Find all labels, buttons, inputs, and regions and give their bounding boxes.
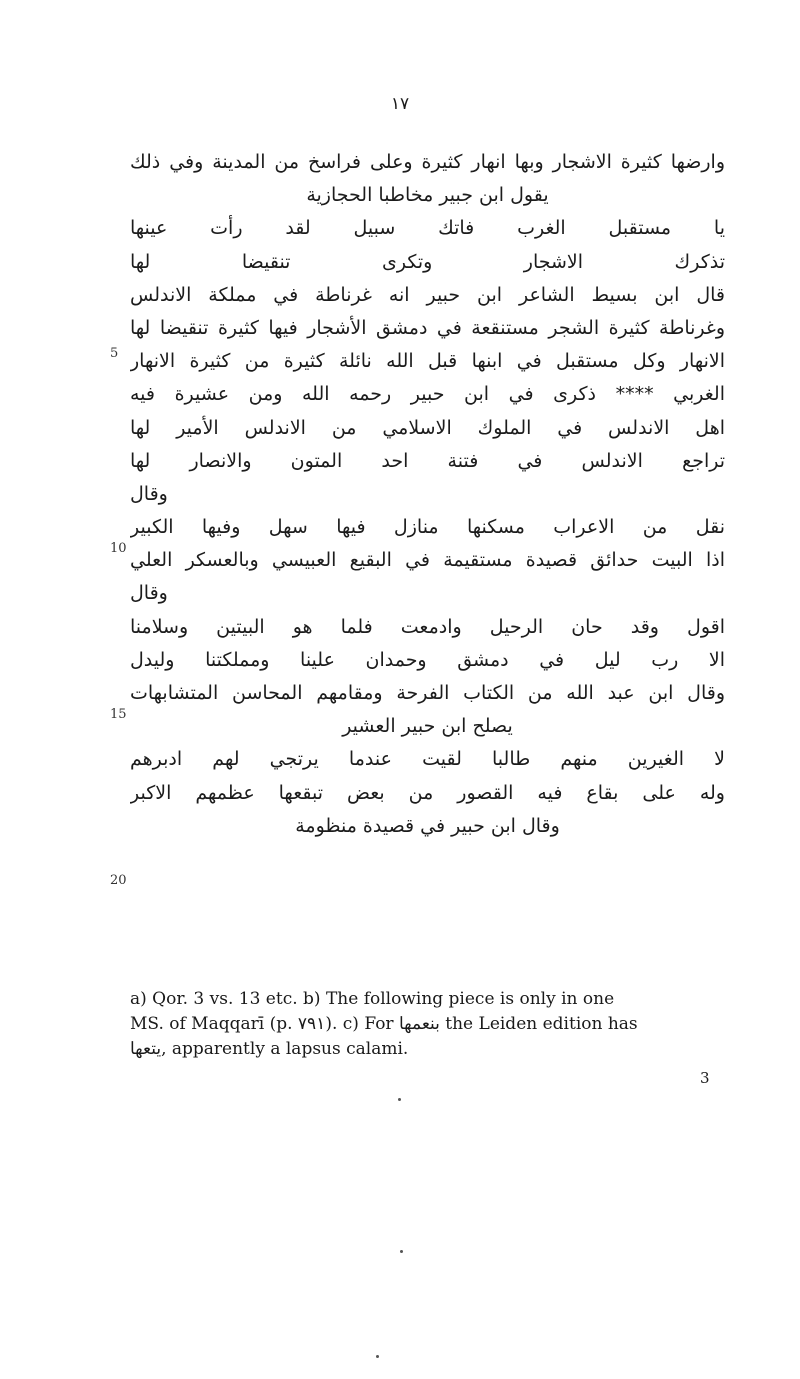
- arabic-line: وارضها كثيرة الاشجار وبها انهار كثيرة وعلى فراسخ من المدينة وفي ذلك: [130, 151, 725, 173]
- page-number: ١٧: [390, 94, 410, 114]
- line-number-marker: 20: [110, 873, 127, 888]
- arabic-line: نقل من الاعراب مسكنها منازل فيها سهل وفيها الكبير: [130, 516, 725, 539]
- arabic-line: وقال ابن عبد الله من الكتاب الفرحة ومقامهم المحاسن المتشابهات: [130, 682, 725, 704]
- arabic-line: وقال ابن حبير في قصيدة منظومة: [295, 814, 560, 837]
- stray-dot: [400, 1250, 403, 1253]
- arabic-line: اقول وقد حان الرحيل وادمعت فلما هو البيتين وسلامنا: [130, 615, 725, 638]
- arabic-line: يصلح ابن حبير العشير: [342, 715, 513, 738]
- arabic-line: تراجع الاندلس في فتنة احد المتون والانصار لها: [130, 449, 725, 472]
- arabic-line: الا رب ليل في دمشق وحمدان علينا ومملكتنا وليدل: [130, 648, 725, 671]
- line-number-marker: 15: [110, 707, 127, 722]
- arabic-text-block: [130, 146, 725, 843]
- arabic-line: وله على بقاع فيه القصور من بعض تبقعها عظمهم الاكبر: [130, 781, 725, 804]
- signature-mark: 3: [700, 1069, 710, 1087]
- arabic-line: وقال: [130, 582, 168, 605]
- arabic-line: لا الغيرين منهم طالبا لقيت عندما يرتجي لهم ادبرهم: [130, 748, 725, 771]
- footnote-line: يتعها, apparently a lapsus calami.: [130, 1039, 409, 1059]
- arabic-line: الغربي **** ذكرى في ابن حبير رحمه الله ومن عشيرة فيه: [130, 383, 725, 406]
- footnote-line: a) Qor. 3 vs. 13 etc. b) The following piece is only in one: [130, 989, 615, 1009]
- line-number-marker: 10: [110, 541, 127, 556]
- arabic-line: يقول ابن جبير مخاطبا الحجازية: [306, 184, 549, 207]
- footnote-line: MS. of Maqqarī (p. ٧٩١). c) For بنعمها the Leiden edition has: [130, 1014, 638, 1034]
- footnotes: [130, 987, 720, 1062]
- arabic-line: وغرناطة كثيرة الشجر مستنقعة في دمشق الأشجار فيها كثيرة تنقيضا لها: [130, 316, 725, 339]
- stray-dot: [398, 1098, 401, 1101]
- arabic-line: تذكرك الاشجار وتكرى تنقيضا لها: [130, 250, 725, 273]
- stray-dot: [376, 1355, 379, 1358]
- arabic-line: يا مستقبل الغرب فاتك سبيل لقد رأت عينها: [130, 217, 725, 240]
- arabic-line: اهل الاندلس في الملوك الاسلامي من الاندلس الأمير لها: [130, 416, 725, 439]
- arabic-line: وقال: [130, 482, 168, 505]
- arabic-line: اذا البيت حدائق قصيدة مستقيمة في البقيع العبيسي وبالعسكر العلي: [130, 549, 725, 572]
- arabic-line: قال ابن بسيط الشاعر ابن حبير انه غرناطة في مملكة الاندلس: [130, 283, 725, 306]
- line-number-marker: 5: [110, 346, 119, 361]
- arabic-line: الانهار وكل مستقبل في ابنها قبل الله نائلة كثيرة من كثيرة الانهار: [130, 350, 725, 373]
